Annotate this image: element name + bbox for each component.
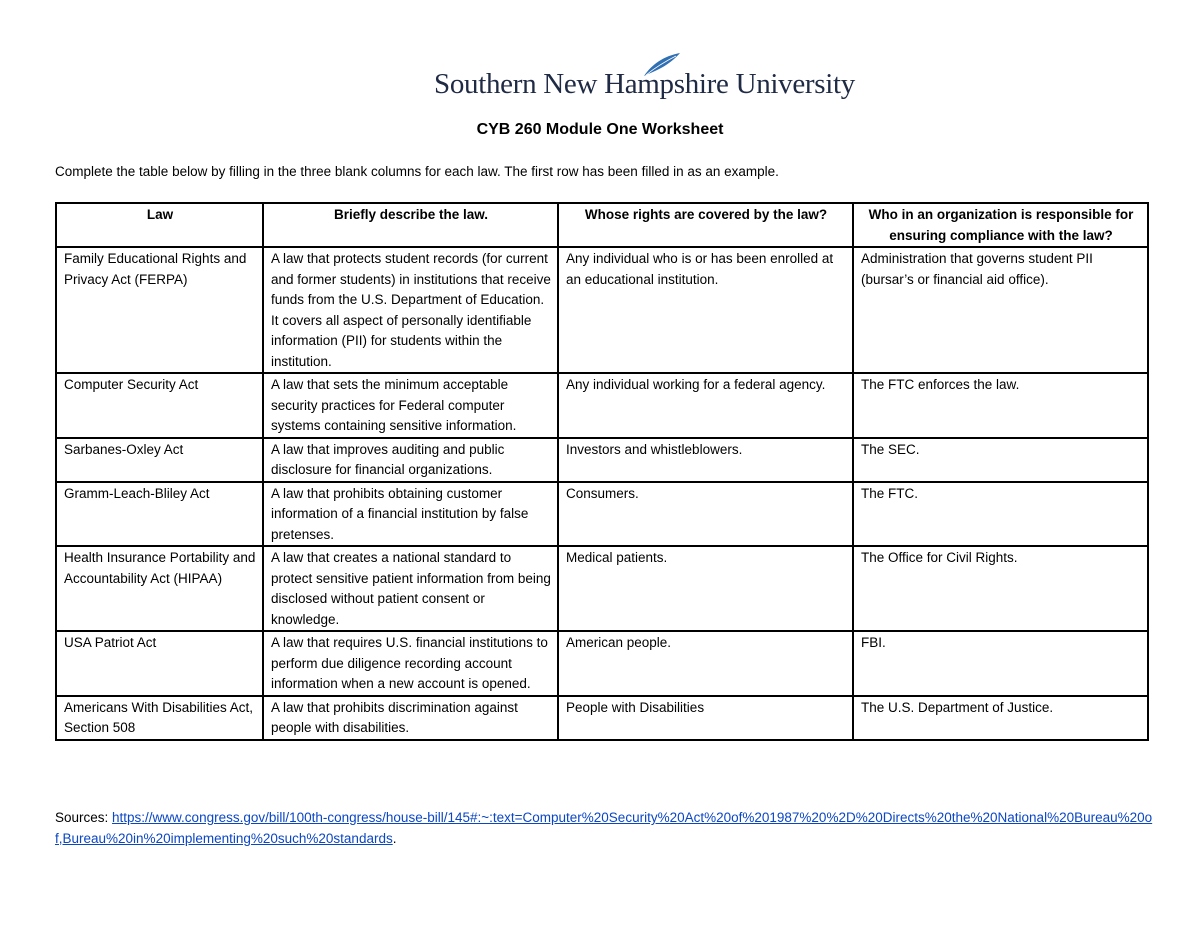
cell-responsible: FBI.	[853, 631, 1148, 696]
sources-section	[55, 808, 1155, 849]
cell-responsible: Administration that governs student PII (bursar’s or financial aid office).	[853, 247, 1148, 373]
cell-law: USA Patriot Act	[56, 631, 263, 696]
document-title: CYB 260 Module One Worksheet	[476, 121, 724, 138]
laws-table	[55, 202, 1149, 741]
table-row	[56, 438, 1148, 482]
cell-responsible: The Office for Civil Rights.	[853, 546, 1148, 631]
sources-trailing: .	[392, 830, 397, 846]
header-description: Briefly describe the law.	[263, 203, 558, 247]
table-row	[56, 631, 1148, 696]
cell-law: Americans With Disabilities Act, Section 508	[56, 696, 263, 740]
cell-description: A law that prohibits discrimination against people with disabilities.	[263, 696, 558, 740]
cell-description: A law that improves auditing and public disclosure for financial organizations.	[263, 438, 558, 482]
cell-description: A law that protects student records (for current and former students) in institutions that receive funds from the U.S. Department of Education. It covers all aspect of personally identifiable information (PII) for students within the institution.	[263, 247, 558, 373]
cell-rights: Investors and whistleblowers.	[558, 438, 853, 482]
header-law: Law	[56, 203, 263, 247]
cell-rights: Consumers.	[558, 482, 853, 547]
cell-description: A law that creates a national standard to protect sensitive patient information from being disclosed without patient consent or knowledge.	[263, 546, 558, 631]
cell-law: Family Educational Rights and Privacy Act (FERPA)	[56, 247, 263, 373]
cell-rights: Medical patients.	[558, 546, 853, 631]
university-name: Southern New Hampshire University	[434, 68, 855, 100]
cell-rights: Any individual working for a federal agency.	[558, 373, 853, 438]
cell-law: Gramm-Leach-Bliley Act	[56, 482, 263, 547]
cell-description: A law that sets the minimum acceptable security practices for Federal computer systems containing sensitive information.	[263, 373, 558, 438]
table-row	[56, 546, 1148, 631]
table-row	[56, 482, 1148, 547]
cell-responsible: The U.S. Department of Justice.	[853, 696, 1148, 740]
cell-law: Health Insurance Portability and Accountability Act (HIPAA)	[56, 546, 263, 631]
table-row	[56, 373, 1148, 438]
cell-description: A law that requires U.S. financial institutions to perform due diligence recording account information when a new account is opened.	[263, 631, 558, 696]
cell-law: Sarbanes-Oxley Act	[56, 438, 263, 482]
cell-rights: Any individual who is or has been enrolled at an educational institution.	[558, 247, 853, 373]
university-logo	[434, 52, 855, 106]
cell-responsible: The FTC enforces the law.	[853, 373, 1148, 438]
cell-law: Computer Security Act	[56, 373, 263, 438]
cell-responsible: The FTC.	[853, 482, 1148, 547]
header-responsible: Who in an organization is responsible for ensuring compliance with the law?	[853, 203, 1148, 247]
cell-rights: American people.	[558, 631, 853, 696]
table-row	[56, 247, 1148, 373]
table-row	[56, 696, 1148, 740]
instructions-text: Complete the table below by filling in the three blank columns for each law. The first row has been filled in as an example.	[55, 164, 779, 179]
source-link[interactable]: https://www.congress.gov/bill/100th-congress/house-bill/145#:~:text=Computer%20Security%20Act%20of%201987%20%2D%20Directs%20the%20National%20Bureau%20of,Bureau%20in%20implementing%20such%20standards	[55, 810, 1153, 846]
cell-responsible: The SEC.	[853, 438, 1148, 482]
cell-rights: People with Disabilities	[558, 696, 853, 740]
table-header-row	[56, 203, 1148, 247]
header-rights: Whose rights are covered by the law?	[558, 203, 853, 247]
sources-label: Sources:	[55, 810, 113, 825]
cell-description: A law that prohibits obtaining customer information of a financial institution by false pretenses.	[263, 482, 558, 547]
